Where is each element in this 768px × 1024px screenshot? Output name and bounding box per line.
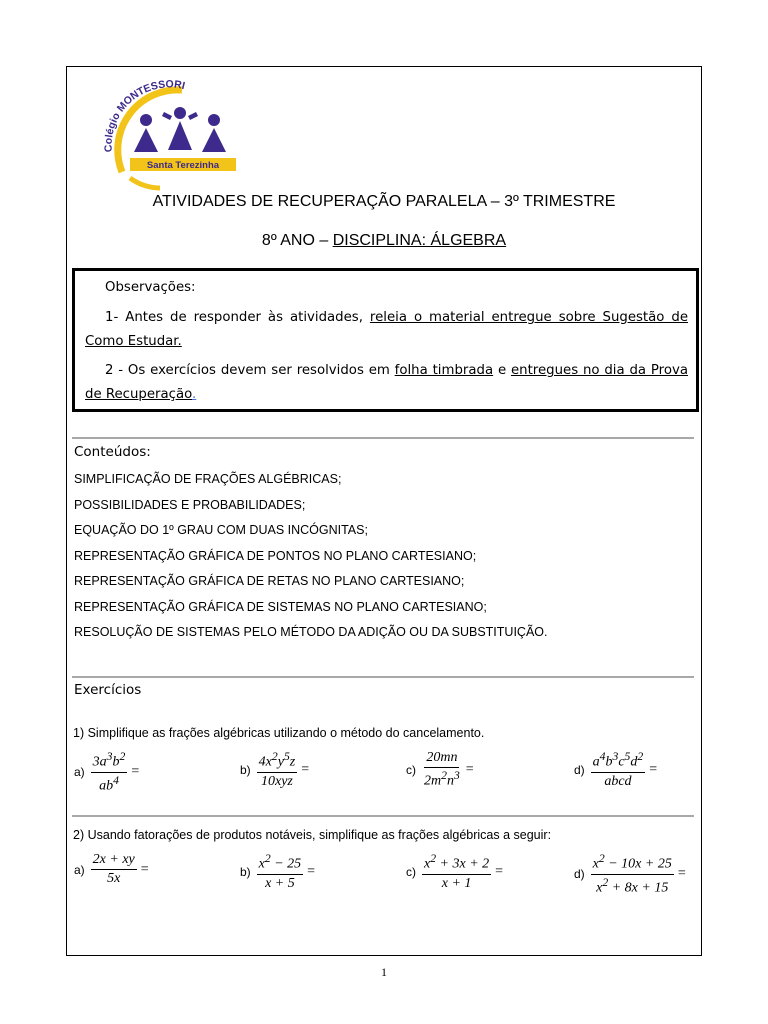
observation-2-emphasis-1: folha timbrada: [394, 363, 494, 378]
numerator: 20mn: [424, 750, 459, 768]
fraction: [91, 750, 128, 794]
item-label: b): [240, 762, 251, 777]
denominator: $2m^2n^3$: [424, 769, 460, 789]
question-1-item: [240, 750, 309, 790]
content-item: REPRESENTAÇÃO GRÁFICA DE RETAS NO PLANO CARTESIANO;: [74, 574, 465, 588]
numerator: $x^2 - 10x + 25$: [591, 852, 674, 875]
fraction: [91, 852, 137, 887]
page-number: 1: [381, 965, 387, 979]
item-label: d): [574, 867, 585, 882]
content-item: REPRESENTAÇÃO GRÁFICA DE PONTOS NO PLANO CARTESIANO;: [74, 548, 477, 563]
question-2-text: 2) Usando fatorações de produtos notáveis, simplifique as frações algébricas a seguir:: [73, 828, 552, 842]
fraction: [257, 750, 298, 790]
divider: [72, 815, 694, 817]
item-label: d): [574, 762, 585, 777]
question-1-item: [574, 750, 657, 790]
observations-title: Observações:: [105, 280, 196, 295]
observation-2-middle: e: [493, 363, 511, 378]
denominator: $x^2 + 8x + 15$: [596, 875, 669, 896]
observation-2-emphasis-2: entregues no dia da Prova de Recuperação: [85, 363, 689, 402]
content-item: SIMPLIFICAÇÃO DE FRAÇÕES ALGÉBRICAS;: [74, 472, 342, 486]
question-2-item: [74, 852, 149, 887]
equals-sign: =: [495, 863, 504, 879]
fraction: [591, 852, 674, 896]
observation-item-1: [85, 306, 688, 354]
logo-top-text: Colégio MONTESSORI: [102, 80, 187, 153]
fraction: [257, 852, 304, 892]
observation-2-end: .: [192, 387, 197, 402]
observation-2-text: 2 - Os exercícios devem ser resolvidos em: [105, 363, 395, 378]
question-2-item: [574, 852, 686, 896]
content-item: POSSIBILIDADES E PROBABILIDADES;: [74, 497, 306, 512]
equals-sign: =: [677, 866, 686, 882]
discipline-label: DISCIPLINA: ÁLGEBRA: [332, 232, 507, 249]
observation-1-emphasis: releia o material entregue sobre Sugestão de Como Estudar.: [85, 310, 688, 349]
contents-list: [74, 470, 547, 649]
numerator: $a^4b^3c^5d^2$: [591, 750, 646, 773]
observation-item-2: [85, 359, 688, 407]
item-label: c): [406, 762, 416, 777]
school-logo: [100, 80, 250, 195]
equals-sign: =: [465, 761, 474, 777]
numerator: $x^2 - 25$: [257, 852, 304, 875]
question-2-item: [240, 852, 315, 892]
numerator: $4x^2y^5z$: [257, 750, 298, 773]
numerator: $3a^3b^2$: [91, 750, 128, 773]
denominator: 10xyz: [261, 773, 293, 789]
content-item: EQUAÇÃO DO 1º GRAU COM DUAS INCÓGNITAS;: [74, 523, 368, 537]
question-1-item: [74, 750, 139, 794]
observations-box: [72, 268, 699, 412]
question-2-item: [406, 852, 503, 892]
denominator: x + 1: [441, 875, 472, 891]
equals-sign: =: [131, 764, 140, 780]
content-item: REPRESENTAÇÃO GRÁFICA DE SISTEMAS NO PLANO CARTESIANO;: [74, 599, 487, 614]
question-1-item: [406, 750, 474, 790]
contents-title: Conteúdos:: [74, 444, 151, 460]
equals-sign: =: [140, 861, 149, 877]
item-label: a): [74, 862, 85, 877]
content-item: RESOLUÇÃO DE SISTEMAS PELO MÉTODO DA ADIÇÃO OU DA SUBSTITUIÇÃO.: [74, 625, 548, 639]
item-label: c): [406, 864, 416, 879]
numerator: $x^2 + 3x + 2$: [422, 852, 491, 875]
fraction: [422, 750, 462, 790]
denominator: x + 5: [265, 875, 295, 891]
divider: [72, 437, 694, 439]
observation-1-text: 1- Antes de responder às atividades,: [105, 310, 370, 325]
equals-sign: =: [307, 863, 316, 879]
equals-sign: =: [301, 761, 310, 777]
denominator: $ab^4$: [99, 773, 119, 794]
item-label: a): [74, 765, 85, 780]
fraction: [422, 852, 491, 892]
question-1-text: 1) Simplifique as frações algébricas utilizando o método do cancelamento.: [73, 726, 485, 740]
exercises-title: Exercícios: [74, 682, 142, 698]
fraction: [591, 750, 646, 790]
divider: [72, 676, 694, 678]
numerator: 2x + xy: [91, 852, 137, 870]
item-label: b): [240, 864, 251, 879]
grade-discipline: [0, 232, 768, 250]
logo-bottom-text: Santa Terezinha: [146, 160, 220, 171]
denominator: 5x: [107, 871, 121, 886]
denominator: abcd: [604, 773, 632, 789]
grade-label: 8º ANO –: [261, 232, 333, 249]
equals-sign: =: [649, 761, 658, 777]
document-title: ATIVIDADES DE RECUPERAÇÃO PARALELA – 3º TRIMESTRE: [152, 193, 616, 210]
